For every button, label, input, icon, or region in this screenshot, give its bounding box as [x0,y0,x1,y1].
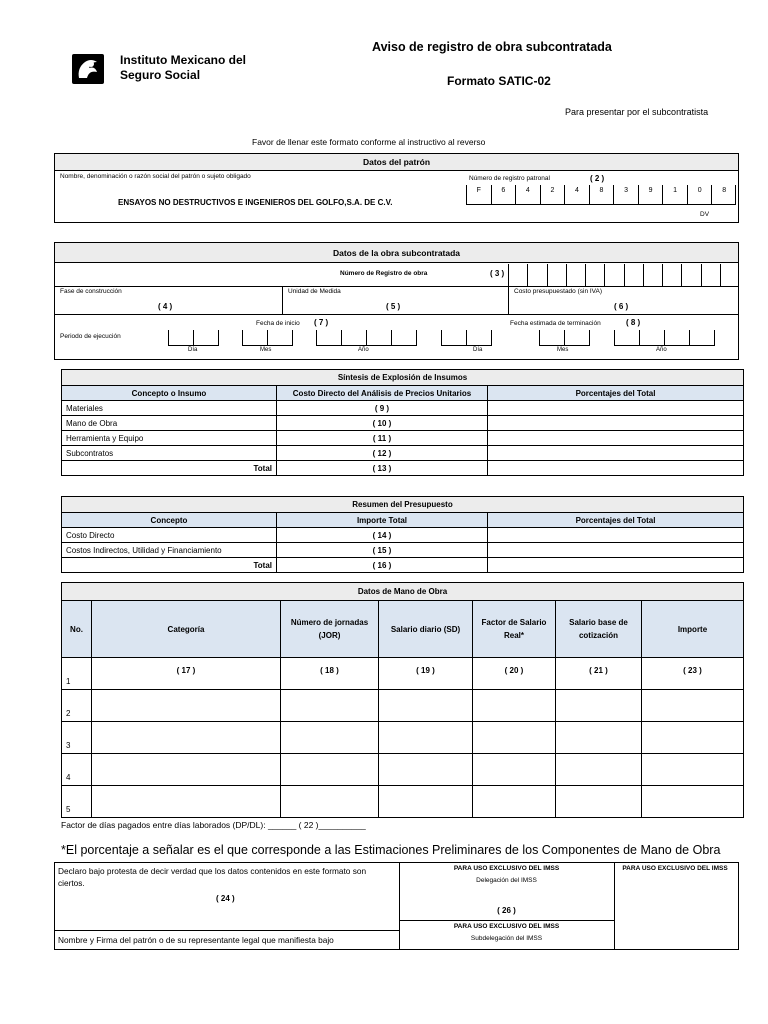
mo-cell[interactable] [379,690,473,722]
mo-cell[interactable]: ( 19 ) [379,658,473,690]
mo-col-header: Número de jornadas (JOR) [281,601,379,658]
reg-patronal-label: Número de registro patronal [469,175,550,182]
uso1-title: PARA USO EXCLUSIVO DEL IMSS [453,865,560,872]
resumen-col1: Concepto [62,513,277,528]
sintesis-concept: Herramienta y Equipo [62,431,277,446]
mo-cell[interactable] [281,786,379,818]
mo-cell[interactable]: ( 18 ) [281,658,379,690]
date-box[interactable] [441,330,466,346]
mo-col-header: Factor de Salario Real* [473,601,556,658]
obra-reg-box[interactable] [662,264,681,286]
sintesis-row [62,416,744,431]
obra-reg-box[interactable] [681,264,700,286]
sintesis-concept: Mano de Obra [62,416,277,431]
patron-title: Datos del patrón [54,153,739,171]
mo-cell[interactable] [281,754,379,786]
sintesis-ref[interactable]: ( 10 ) [277,416,488,431]
institution-line1: Instituto Mexicano del [120,53,247,67]
mo-cell[interactable] [642,754,744,786]
sintesis-total-pct[interactable] [488,461,744,476]
sintesis-ref[interactable]: ( 9 ) [277,401,488,416]
mo-cell[interactable] [281,722,379,754]
sintesis-col2: Costo Directo del Análisis de Precios Unitarios [277,386,488,401]
obra-reg-box[interactable] [643,264,662,286]
periodo-label: Periodo de ejecución [60,333,121,340]
mo-row-number: 1 [62,658,92,690]
declaro-ref[interactable]: ( 24 ) [216,894,235,903]
date-box[interactable] [539,330,564,346]
mo-cell[interactable] [642,722,744,754]
mo-cell[interactable] [473,690,556,722]
mo-row-number: 4 [62,754,92,786]
present-by: Para presentar por el subcontratista [565,107,709,117]
date-label-anio: Año [358,347,369,353]
mo-cell[interactable] [642,690,744,722]
document-title: Aviso de registro de obra subcontratada [372,40,612,54]
obra-title: Datos de la obra subcontratada [54,242,739,263]
mo-cell[interactable] [379,786,473,818]
date-box-end [714,330,715,346]
resumen-total-label: Total [62,558,277,573]
sintesis-pct[interactable] [488,401,744,416]
reg-digit[interactable]: 4 [515,185,540,205]
firma-text[interactable]: Nombre y Firma del patrón o de su representante legal que manifiesta bajo [58,935,334,945]
resumen-total-pct[interactable] [488,558,744,573]
sintesis-concept: Materiales [62,401,277,416]
mo-cell[interactable] [556,754,642,786]
sintesis-row [62,446,744,461]
porcentaje-note: *El porcentaje a señalar es el que corresponde a las Estimaciones Preliminares de los Componentes de Mano de Obra [61,843,721,857]
date-box[interactable] [267,330,292,346]
reg-digit[interactable]: 6 [491,185,516,205]
mo-row-number: 5 [62,786,92,818]
mo-col-header: No. [62,601,92,658]
reg-digit[interactable]: 1 [662,185,687,205]
uso1-ref: ( 26 ) [497,906,516,915]
obra-reg-box[interactable] [547,264,566,286]
resumen-row [62,543,744,558]
date-label-dia: Día [473,347,483,353]
reg-digit[interactable]: F [466,185,491,205]
date-box[interactable] [341,330,366,346]
institution-name [120,53,246,83]
obra-reg-box[interactable] [701,264,720,286]
mano-obra-title: Datos de Mano de Obra [62,583,744,601]
mo-cell[interactable]: ( 20 ) [473,658,556,690]
date-label-mes: Mes [557,347,569,353]
dv-label: DV [700,211,710,218]
sintesis-concept: Subcontratos [62,446,277,461]
mo-cell[interactable] [92,754,281,786]
mo-row [62,786,744,818]
mo-col-header: Categoría [92,601,281,658]
date-box[interactable] [564,330,589,346]
costo-label: Costo presupuestado (sin IVA) [514,288,603,295]
mo-row-number: 3 [62,722,92,754]
resumen-col3: Porcentajes del Total [488,513,744,528]
date-boxes[interactable] [0,328,768,356]
resumen-concept: Costo Directo [62,528,277,543]
date-box[interactable] [689,330,714,346]
resumen-title: Resumen del Presupuesto [62,497,744,513]
mo-row [62,722,744,754]
mo-cell[interactable] [379,722,473,754]
resumen-pct[interactable] [488,528,744,543]
obra-reg-box[interactable] [624,264,643,286]
resumen-table [61,496,744,573]
obra-reg-ref: ( 3 ) [490,269,505,278]
reg-digit[interactable]: 9 [638,185,663,205]
resumen-pct[interactable] [488,543,744,558]
resumen-row [62,528,744,543]
date-label-anio: Año [656,347,667,353]
mo-row [62,690,744,722]
resumen-ref[interactable]: ( 15 ) [277,543,488,558]
resumen-ref[interactable]: ( 14 ) [277,528,488,543]
sintesis-table [61,369,744,476]
inicio-ref: ( 7 ) [314,318,329,327]
factor-dias[interactable]: Factor de días pagados entre días laborados (DP/DL): ______ ( 22 )__________ [61,820,366,830]
mo-row [62,658,744,690]
resumen-total-row [62,558,744,573]
sintesis-col3: Porcentajes del Total [488,386,744,401]
mo-cell[interactable] [379,754,473,786]
resumen-concept: Costos Indirectos, Utilidad y Financiamiento [62,543,277,558]
mo-row [62,754,744,786]
mo-cell[interactable] [473,722,556,754]
mo-col-header: Importe [642,601,744,658]
date-label-dia: Día [188,347,198,353]
reg-digit[interactable]: 2 [540,185,565,205]
date-box-end [589,330,590,346]
uso3-title: PARA USO EXCLUSIVO DEL IMSS [622,865,728,872]
mo-cell[interactable] [556,690,642,722]
date-box[interactable] [614,330,639,346]
sintesis-total-label: Total [62,461,277,476]
costo-ref[interactable]: ( 6 ) [614,302,629,311]
mo-cell[interactable] [556,722,642,754]
reg-digit[interactable]: 0 [687,185,712,205]
reg-digit[interactable]: 4 [564,185,589,205]
sintesis-ref[interactable]: ( 12 ) [277,446,488,461]
sintesis-pct[interactable] [488,431,744,446]
uso2-title: PARA USO EXCLUSIVO DEL IMSS [453,923,560,930]
mo-cell[interactable]: ( 17 ) [92,658,281,690]
mo-cell[interactable] [92,786,281,818]
date-box[interactable] [168,330,193,346]
mo-cell[interactable]: ( 21 ) [556,658,642,690]
sintesis-row [62,431,744,446]
date-box[interactable] [316,330,341,346]
mo-cell[interactable] [281,690,379,722]
sintesis-pct[interactable] [488,416,744,431]
inicio-label: Fecha de inicio [256,320,300,327]
date-label-mes: Mes [260,347,272,353]
mo-cell[interactable] [473,754,556,786]
mano-obra-table [61,582,744,818]
sintesis-title: Síntesis de Explosión de Insumos [62,370,744,386]
unidad-ref[interactable]: ( 5 ) [386,302,401,311]
date-box-end [416,330,417,346]
mo-cell[interactable] [473,786,556,818]
imss-logo [69,50,107,88]
unidad-label: Unidad de Medida [288,288,341,295]
date-box-end [491,330,492,346]
obra-reg-box[interactable] [527,264,546,286]
sintesis-total-ref[interactable]: ( 13 ) [277,461,488,476]
obra-reg-box[interactable] [566,264,585,286]
date-box-end [218,330,219,346]
obra-reg-boxes[interactable] [508,264,739,286]
obra-reg-box[interactable] [720,264,739,286]
date-box[interactable] [664,330,689,346]
obra-reg-label: Número de Registro de obra [340,270,428,277]
uso2-sub: Subdelegación del IMSS [470,935,543,942]
sintesis-row [62,401,744,416]
mo-cell[interactable] [642,786,744,818]
mo-row-number: 2 [62,690,92,722]
date-box[interactable] [366,330,391,346]
mo-col-header: Salario diario (SD) [379,601,473,658]
mo-cell[interactable]: ( 23 ) [642,658,744,690]
obra-reg-box[interactable] [604,264,623,286]
reg-digit[interactable]: 8 [589,185,614,205]
mo-cell[interactable] [92,722,281,754]
institution-line2: Seguro Social [120,68,201,82]
date-box[interactable] [639,330,664,346]
sintesis-col1: Concepto o Insumo [62,386,277,401]
uso1-sub: Delegación del IMSS [476,877,537,884]
obra-reg-box[interactable] [508,264,527,286]
date-box[interactable] [242,330,267,346]
instructions: Favor de llenar este formato conforme al instructivo al reverso [252,137,486,147]
reg-digit-end [735,185,736,205]
sintesis-pct[interactable] [488,446,744,461]
patron-name-label: Nombre, denominación o razón social del patrón o sujeto obligado [60,173,251,180]
obra-reg-box[interactable] [585,264,604,286]
reg-digit[interactable]: 8 [711,185,736,205]
fase-label: Fase de construcción [60,288,122,295]
declaro-text: Declaro bajo protesta de decir verdad que los datos contenidos en este formato son ciertos. [58,866,367,888]
resumen-total-ref[interactable]: ( 16 ) [277,558,488,573]
sintesis-total-row [62,461,744,476]
resumen-col2: Importe Total [277,513,488,528]
date-box[interactable] [466,330,491,346]
mo-cell[interactable] [92,690,281,722]
date-box[interactable] [193,330,218,346]
mo-cell[interactable] [556,786,642,818]
format-code: Formato SATIC-02 [447,74,551,88]
sintesis-ref[interactable]: ( 11 ) [277,431,488,446]
date-box-end [292,330,293,346]
termino-ref: ( 8 ) [626,318,641,327]
reg-digit[interactable]: 3 [613,185,638,205]
termino-label: Fecha estimada de terminación [510,320,601,327]
patron-name-value[interactable]: ENSAYOS NO DESTRUCTIVOS E INGENIEROS DEL GOLFO,S.A. DE C.V. [118,198,393,207]
date-box[interactable] [391,330,416,346]
fase-ref[interactable]: ( 4 ) [158,302,173,311]
reg-patronal-digits[interactable] [466,185,736,205]
mo-col-header: Salario base de cotización [556,601,642,658]
reg-patronal-ref: ( 2 ) [590,174,605,183]
